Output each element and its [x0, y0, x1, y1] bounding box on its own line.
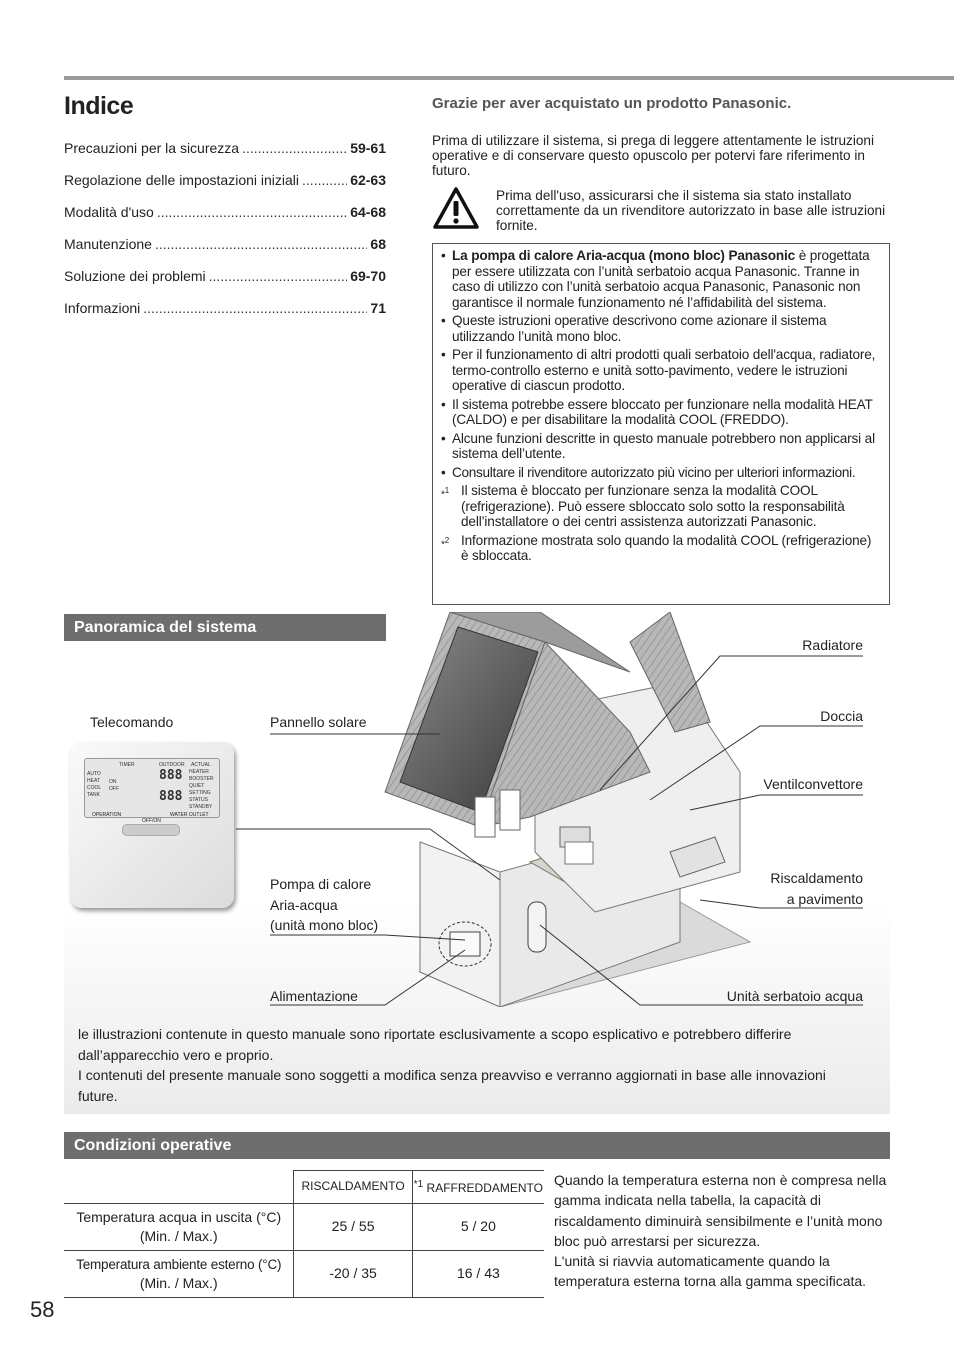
label-radiator: Radiatore [802, 637, 863, 653]
note-item: • Per il funzionamento di altri prodotti quali serbatoio dell'acqua, radiatore, termo-controllo esterno e unità sotto-pavimento, vedere le istruzioni operative di ciascun prodotto. [441, 347, 881, 394]
label-power-supply: Alimentazione [270, 988, 358, 1004]
table-row [64, 1250, 544, 1297]
footnote-mark: *$^1$ [441, 486, 450, 501]
label-heat-pump: Pompa di calore Aria-acqua (unità mono bloc) [270, 876, 379, 933]
row-label: Temperatura ambiente esterno (°C) (Min. / Max.) [64, 1250, 294, 1297]
remote-controller: TIMER OUTDOOR ACTUAL AUTO HEAT COOL TANK ON OFF 888 888 HEATER BOOSTER QUIET SETTING STATUS STANDBY OPERATION WATER OUTLET OFF/ON [70, 742, 236, 910]
label-fancoil: Ventilconvettore [763, 776, 863, 792]
footnote-mark: *$^2$ [441, 535, 450, 550]
label-water-tank: Unità serbatoio acqua [726, 988, 863, 1004]
toc-page: 64-68 [350, 204, 386, 220]
conditions-table [64, 1170, 544, 1298]
col-cooling: $^{*1}$ RAFFREDDAMENTO [412, 1171, 544, 1204]
page-title: Indice [64, 92, 134, 120]
note-text: è progettata per essere utilizzata con l’unità serbatoio acqua Panasonic. Tranne in caso di utilizzo con l’unità serbatoio acqua Panasonic, Panasonic non garantisce il normale funzionamento né l’affidabilità del sistema. [452, 248, 870, 310]
cell-heating: -20 / 35 [294, 1250, 412, 1297]
footnote-text: Informazione mostrata solo quando la modalità COOL (refrigerazione) è sbloccata. [461, 532, 872, 563]
label-floor-heating: Riscaldamento a pavimento [770, 870, 863, 907]
warning-text: Prima dell'uso, assicurarsi che il sistema sia stato installato correttamente da un rivenditore autorizzato in base alle istruzioni fornite. [496, 188, 886, 233]
toc-page: 59-61 [350, 140, 386, 156]
table-header-row [64, 1171, 544, 1204]
toc-page: 62-63 [350, 172, 386, 188]
col-heating: RISCALDAMENTO [294, 1171, 412, 1204]
toc-page: 68 [370, 236, 386, 252]
cell-cooling: 5 / 20 [412, 1203, 544, 1250]
intro-text: Prima di utilizzare il sistema, si prega di leggere attentamente le istruzioni operative e di conservare questo opuscolo per potervi fare riferimento in futuro. [432, 133, 874, 178]
toc-label: Modalità d'uso [64, 204, 154, 220]
cell-heating: 25 / 55 [294, 1203, 412, 1250]
toc-page: 69-70 [350, 268, 386, 284]
remote-display: TIMER OUTDOOR ACTUAL AUTO HEAT COOL TANK ON OFF 888 888 HEATER BOOSTER QUIET SETTING STATUS STANDBY [84, 758, 220, 818]
note-bold: La pompa di calore Aria-acqua (mono bloc) Panasonic [452, 248, 796, 263]
conditions-heading: Condizioni operative [64, 1132, 890, 1159]
table-corner [64, 1171, 294, 1204]
conditions-note: Quando la temperatura esterna non è compresa nella gamma indicata nella tabella, la capacità di riscaldamento diminuirà sensibilmente e l’unità mono bloc può arrestarsi per sicurezza. L'unità si riavvia automaticamente quando la temperatura esterna torna alla gamma specificata. [554, 1172, 887, 1290]
note-item: • Il sistema potrebbe essere bloccato per funzionare nella modalità HEAT (CALDO) e per disabilitare la modalità COOL (FREDDO). [441, 397, 881, 428]
label-shower: Doccia [820, 708, 863, 724]
toc-label: Precauzioni per la sicurezza [64, 140, 240, 156]
toc-label: Informazioni [64, 300, 141, 316]
thanks-heading: Grazie per aver acquistato un prodotto Panasonic. [432, 95, 792, 112]
overview-heading: Panoramica del sistema [64, 614, 386, 641]
note-item: • Alcune funzioni descritte in questo manuale potrebbero non applicarsi al sistema dell’utente. [441, 431, 881, 462]
toc-label: Soluzione dei problemi [64, 268, 206, 284]
footnote-text: Il sistema è bloccato per funzionare senza la modalità COOL (refrigerazione). Può essere sbloccato solo sotto la responsabilità dell’installatore o dei centri assistenza autorizzati Panasonic. [461, 483, 845, 529]
label-solar-panel: Pannello solare [270, 714, 367, 730]
cell-cooling: 16 / 43 [412, 1250, 544, 1297]
note-item: • Queste istruzioni operative descrivono come azionare il sistema utilizzando l’unità mono bloc. [441, 313, 881, 344]
page-number: 58 [30, 1297, 55, 1322]
toc-label: Regolazione delle impostazioni iniziali [64, 172, 300, 188]
disclaimer: le illustrazioni contenute in questo manuale sono riportate esclusivamente a scopo esplicativo e potrebbero differire dall’apparecchio vero e proprio. I contenuti del presente manuale sono soggetti a modifica senza preavviso e verranno aggiornati in base alle innovazioni future. [78, 1026, 826, 1104]
note-item: • Consultare il rivenditore autorizzato più vicino per ulteriori informazioni. [441, 465, 881, 481]
row-label: Temperatura acqua in uscita (°C) (Min. / Max.) [64, 1203, 294, 1250]
table-row [64, 1203, 544, 1250]
label-remote: Telecomando [90, 714, 174, 730]
toc-label: Manutenzione [64, 236, 152, 252]
toc-page: 71 [370, 300, 386, 316]
